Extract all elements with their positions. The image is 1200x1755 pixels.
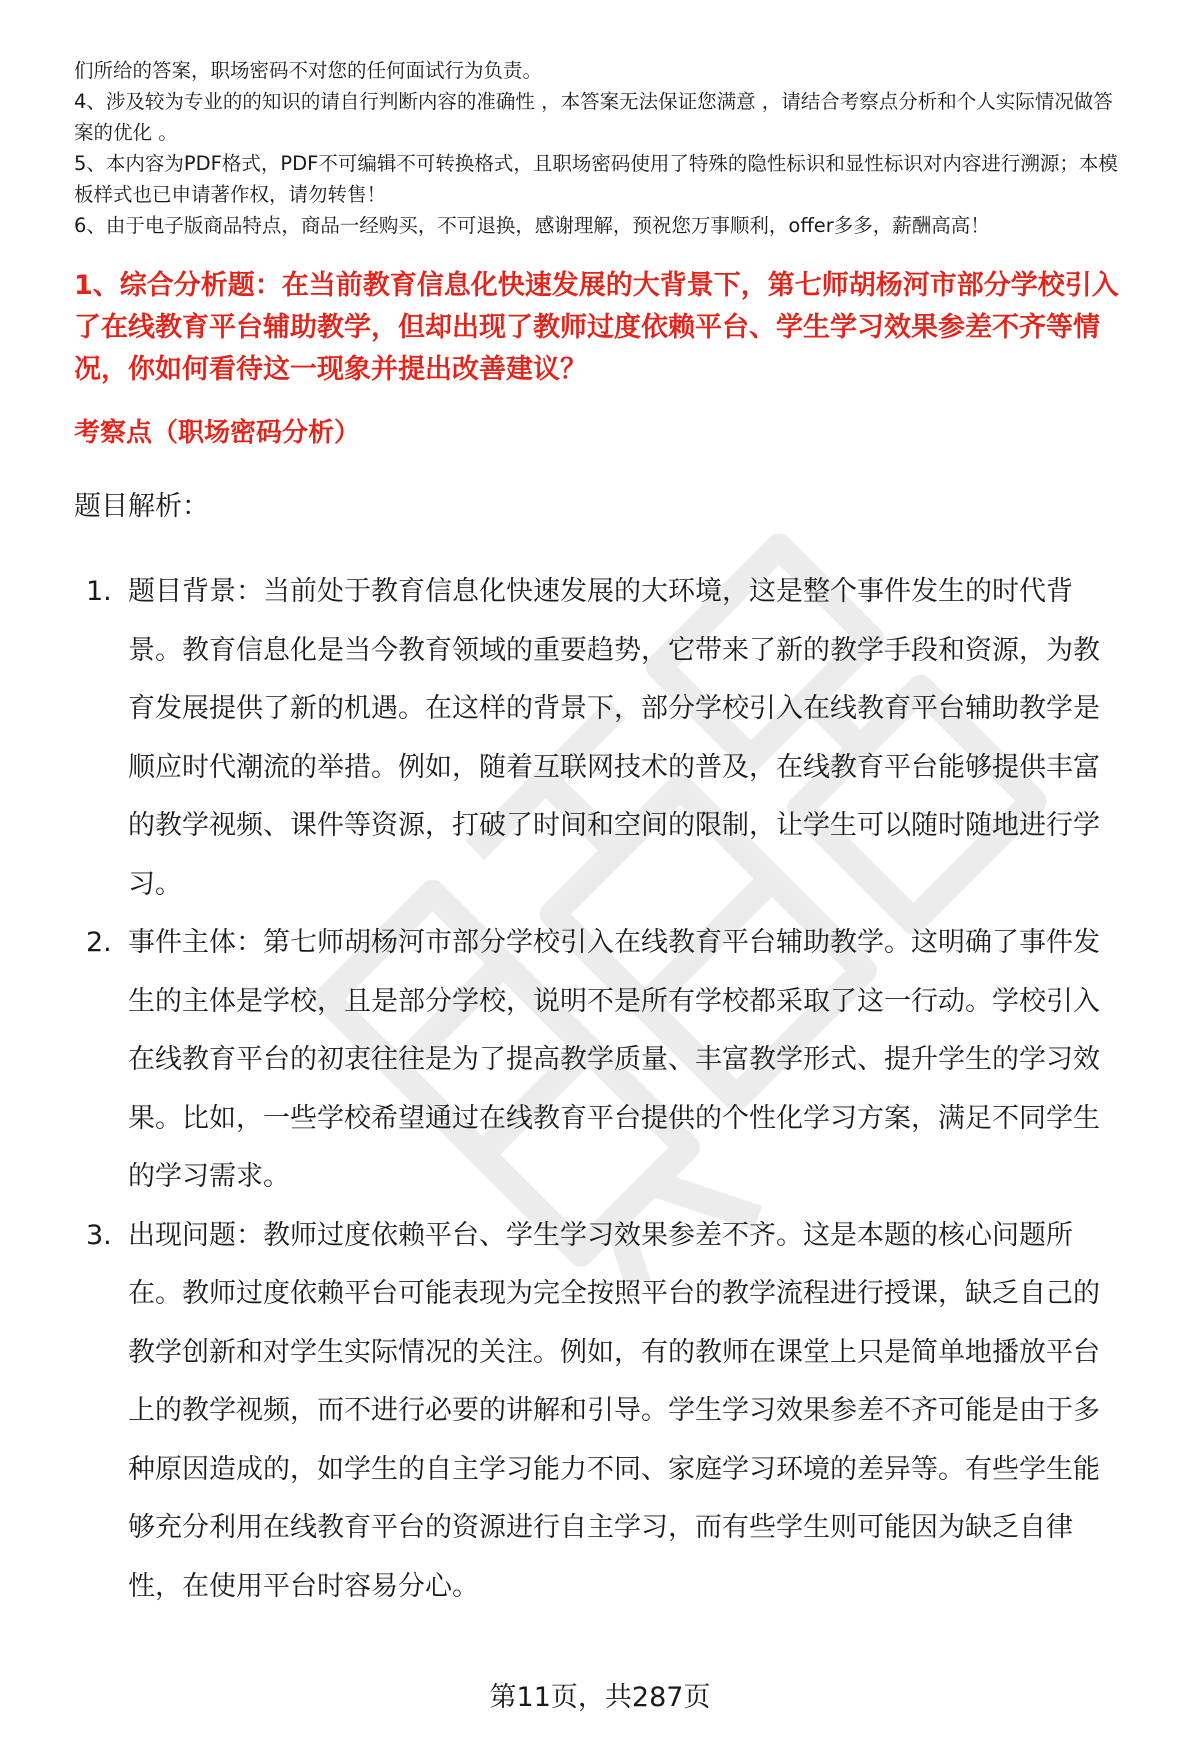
list-item (74, 563, 1126, 914)
question-heading: 1、综合分析题：在当前教育信息化快速发展的大背景下，第七师胡杨河市部分学校引入了在线教育平台辅助教学，但却出现了教师过度依赖平台、学生学习效果参差不齐等情况，你如何看待这一现象并提出改善建议？ (74, 270, 1119, 385)
note-line: 5、本内容为PDF格式，PDF不可编辑不可转换格式，且职场密码使用了特殊的隐性标识和显性标识对内容进行溯源；本模板样式也已申请著作权，请勿转售！ (74, 152, 1118, 206)
list-item-text: 出现问题：教师过度依赖平台、学生学习效果参差不齐。这是本题的核心问题所在。教师过度依赖平台可能表现为完全按照平台的教学流程进行授课，缺乏自己的教学创新和对学生实际情况的关注。例如，有的教师在课堂上只是简单地播放平台上的教学视频，而不进行必要的讲解和引导。学生学习效果参差不齐可能是由于多种原因造成的，如学生的自主学习能力不同、家庭学习环境的差异等。有些学生能够充分利用在线教育平台的资源进行自主学习，而有些学生则可能因为缺乏自律性，在使用平台时容易分心。 (128, 1219, 1100, 1602)
note-line: 6、由于电子版商品特点，商品一经购买，不可退换，感谢理解，预祝您万事顺利，offer多多，薪酬高高！ (74, 214, 990, 237)
list-item-number: 2. (86, 927, 112, 958)
section-title: 考察点（职场密码分析） (74, 418, 361, 448)
list-item-number: 1. (86, 576, 112, 607)
analysis-list (74, 563, 1126, 1616)
list-item-text: 事件主体：第七师胡杨河市部分学校引入在线教育平台辅助教学。这明确了事件发生的主体是学校，且是部分学校，说明不是所有学校都采取了这一行动。学校引入在线教育平台的初衷往往是为了提高教学质量、丰富教学形式、提升学生的学习效果。比如，一些学校希望通过在线教育平台提供的个性化学习方案，满足不同学生的学习需求。 (128, 927, 1100, 1192)
page-number-footer: 第11页，共287页 (489, 1682, 711, 1713)
analysis-label: 题目解析： (74, 491, 209, 522)
list-item-number: 3. (86, 1219, 112, 1251)
disclaimer-notes (74, 55, 1126, 241)
list-item-text: 题目背景：当前处于教育信息化快速发展的大环境，这是整个事件发生的时代背景。教育信息化是当今教育领域的重要趋势，它带来了新的教学手段和资源，为教育发展提供了新的机遇。在这样的背景下，部分学校引入在线教育平台辅助教学是顺应时代潮流的举措。例如，随着互联网技术的普及，在线教育平台能够提供丰富的教学视频、课件等资源，打破了时间和空间的限制，让学生可以随时随地进行学习。 (128, 576, 1100, 900)
list-item (74, 914, 1126, 1207)
list-item (74, 1207, 1126, 1617)
note-line: 4、涉及较为专业的的知识的请自行判断内容的准确性 ，本答案无法保证您满意 ，请结合考察点分析和个人实际情况做答案的优化 。 (74, 90, 1113, 144)
note-line: 们所给的答案，职场密码不对您的任何面试行为负责。 (74, 59, 543, 82)
